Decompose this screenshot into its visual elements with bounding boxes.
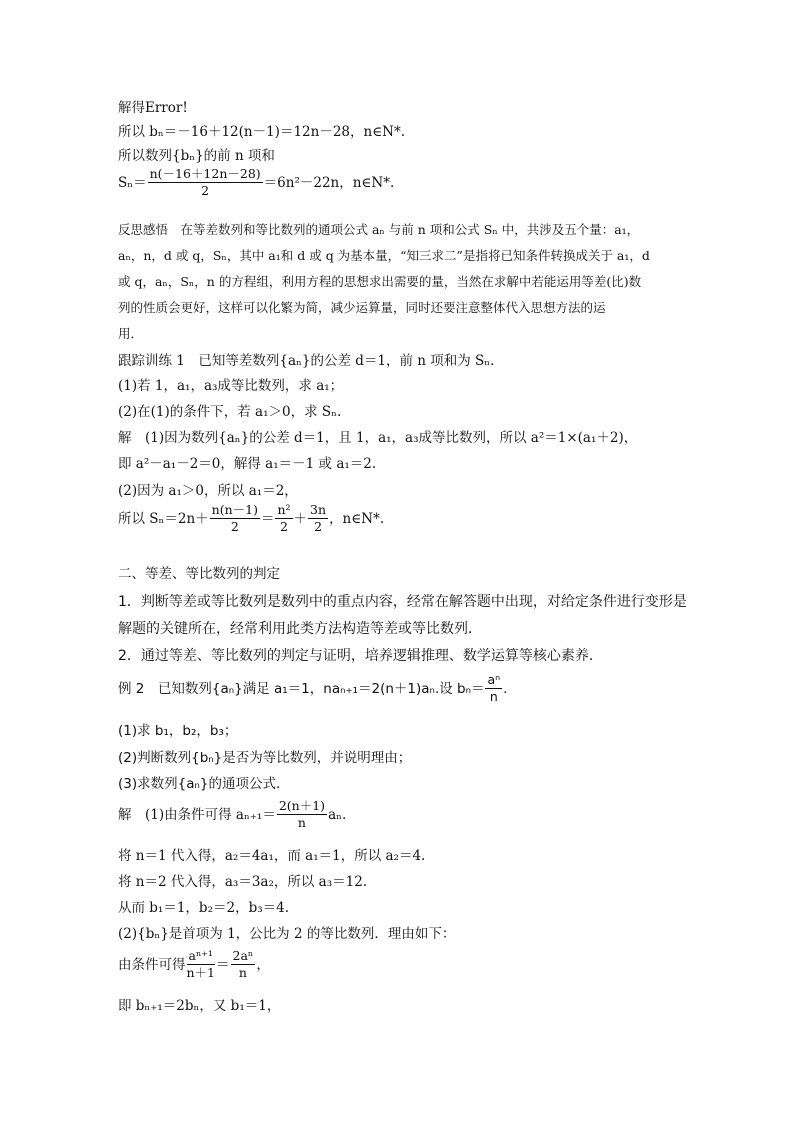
formula-text: Sₙ＝ xyxy=(118,174,147,191)
text-line: 列的性质会更好，这样可以化繁为简，减少运算量，同时还要注意整体代入思想方法的运 xyxy=(118,300,606,315)
fraction-denominator: 2 xyxy=(230,519,239,534)
fraction-numerator: n² xyxy=(277,502,291,517)
text-line: (2)判断数列{bₙ}是否为等比数列，并说明理由； xyxy=(118,750,412,766)
formula-text: . xyxy=(503,680,508,697)
formula-text: 由条件可得 xyxy=(118,956,186,973)
section-heading: 二、等差、等比数列的判定 xyxy=(118,566,280,582)
fraction-numerator: aⁿ xyxy=(487,672,501,687)
formula-text: ＋ xyxy=(293,510,308,527)
fraction xyxy=(148,166,263,199)
formula-text: ，n∈N*. xyxy=(329,510,385,527)
formula-text: 所以 Sₙ＝2n＋ xyxy=(118,510,209,527)
fraction xyxy=(277,798,327,831)
text-line: 即 a²－a₁－2＝0，解得 a₁＝－1 或 a₁＝2. xyxy=(118,456,377,472)
text-line: 用． xyxy=(118,326,144,341)
formula-text: ， xyxy=(256,956,270,973)
text-line: 从而 b₁＝1，b₂＝2，b₃＝4. xyxy=(118,900,290,916)
formula-line xyxy=(118,672,507,705)
text-line: 解得Error! xyxy=(118,100,188,116)
formula-text: aₙ. xyxy=(328,806,347,823)
text-line: 将 n＝2 代入得，a₃＝3a₂，所以 a₃＝12. xyxy=(118,874,368,890)
fraction xyxy=(275,502,292,535)
text-line: aₙ，n，d 或 q，Sₙ，其中 a₁和 d 或 q 为基本量，“知三求二”是指将已知条件转换成关于 a₁，d xyxy=(118,248,650,263)
fraction-denominator: n＋1 xyxy=(186,965,216,980)
fraction-numerator: 2aⁿ xyxy=(232,948,254,963)
text-line: 反思感悟 在等差数列和等比数列的通项公式 aₙ 与前 n 项和公式 Sₙ 中，共涉及五个量：a₁， xyxy=(118,222,640,237)
formula-text: ＝ xyxy=(260,510,275,527)
formula-text: 例 2 已知数列{aₙ}满足 a₁＝1，naₙ₊₁＝2(n＋1)aₙ.设 bₙ＝ xyxy=(118,680,485,697)
formula-text: ＝ xyxy=(216,956,230,973)
text-line: 2．通过等差、等比数列的判定与证明，培养逻辑推理、数学运算等核心素养． xyxy=(118,648,603,664)
text-line: 跟踪训练 1 已知等差数列{aₙ}的公差 d＝1，前 n 项和为 Sₙ. xyxy=(118,353,495,369)
text-line: (2)因为 a₁＞0，所以 a₁＝2， xyxy=(118,483,298,499)
fraction-numerator: n(－16＋12n－28) xyxy=(149,166,261,181)
fraction xyxy=(231,948,256,981)
text-line: 将 n＝1 代入得，a₂＝4a₁，而 a₁＝1，所以 a₂＝4. xyxy=(118,848,426,864)
formula-text: 解 (1)由条件可得 aₙ₊₁＝ xyxy=(118,806,276,823)
formula-line xyxy=(118,502,384,535)
fraction-denominator: n xyxy=(489,689,498,704)
fraction-denominator: 2 xyxy=(314,519,323,534)
text-line: 所以 bₙ＝－16＋12(n－1)＝12n－28，n∈N*. xyxy=(118,124,406,140)
fraction-numerator: 3n xyxy=(310,502,327,517)
text-line: 1．判断等差或等比数列是数列中的重点内容，经常在解答题中出现，对给定条件进行变形是 xyxy=(118,594,687,610)
fraction-denominator: 2 xyxy=(280,519,288,534)
fraction xyxy=(485,672,502,705)
text-line: 所以数列{bₙ}的前 n 项和 xyxy=(118,148,275,164)
fraction-denominator: n xyxy=(297,815,306,830)
fraction-numerator: n(n－1) xyxy=(211,502,258,517)
formula-line xyxy=(118,166,394,199)
text-line: 解 (1)因为数列{aₙ}的公差 d＝1，且 1，a₁，a₃成等比数列，所以 a²＝1×(a₁＋2)， xyxy=(118,430,638,446)
text-line: 解题的关键所在，经常利用此类方法构造等差或等比数列． xyxy=(118,621,482,637)
text-line: 即 bₙ₊₁＝2bₙ，又 b₁＝1， xyxy=(118,998,281,1014)
text-line: 或 q，aₙ，Sₙ，n 的方程组，利用方程的思想求出需要的量，当然在求解中若能运用等差(比)数 xyxy=(118,274,642,289)
formula-line xyxy=(118,798,346,831)
fraction-denominator: 2 xyxy=(201,183,210,198)
fraction xyxy=(308,502,328,535)
fraction xyxy=(187,948,216,981)
fraction-denominator: n xyxy=(238,965,247,980)
text-line: (3)求数列{aₙ}的通项公式． xyxy=(118,776,290,792)
formula-line xyxy=(118,948,270,981)
fraction xyxy=(210,502,260,535)
text-line: (1)求 b₁，b₂，b₃； xyxy=(118,723,238,739)
fraction-numerator: aⁿ⁺¹ xyxy=(187,948,216,965)
text-line: (1)若 1，a₁，a₃成等比数列，求 a₁； xyxy=(118,378,344,394)
formula-text: ＝6n²－22n，n∈N*. xyxy=(263,174,395,191)
text-line: (2)在(1)的条件下，若 a₁＞0，求 Sₙ. xyxy=(118,404,342,420)
fraction-numerator: 2(n＋1) xyxy=(278,798,326,813)
text-line: (2){bₙ}是首项为 1，公比为 2 的等比数列．理由如下： xyxy=(118,926,456,942)
